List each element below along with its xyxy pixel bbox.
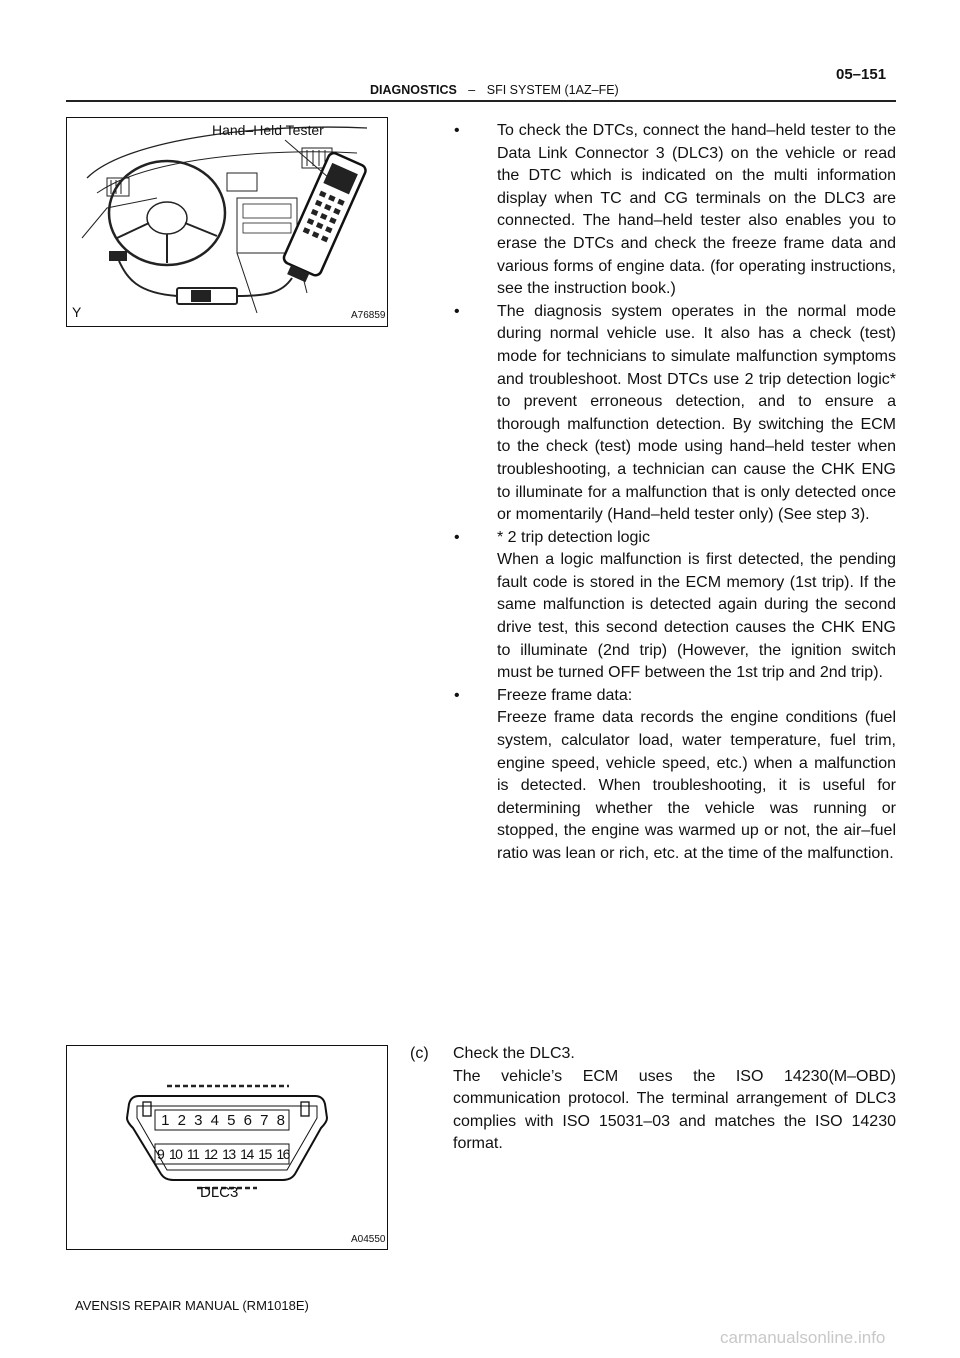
figure-code: A76859 [351,310,386,321]
figure-code: A04550 [351,1234,386,1245]
pin-label: 3 [194,1112,203,1129]
bullet-item [454,527,896,685]
pin-label: 2 [177,1112,186,1129]
pin-label: 1 [161,1112,170,1129]
step-label: (c) [410,1045,429,1062]
figure-dlc3-connector [66,1045,388,1250]
step-body [410,1043,896,1156]
figure-corner-mark: Y [72,304,82,320]
hand-held-tester-label: Hand–Held Tester [212,122,324,138]
footer-manual: AVENSIS REPAIR MANUAL (RM1018E) [75,1298,309,1313]
figure-hand-held-tester [66,117,388,327]
pin-label: 14 [240,1146,253,1162]
dlc3-label: DLC3 [200,1184,239,1201]
pin-label: 11 [186,1146,199,1162]
section-title-rest: SFI SYSTEM (1AZ–FE) [486,83,619,97]
page-number: 05–151 [836,66,887,83]
bullet-item [454,685,896,866]
step-title: Check the DLC3. [453,1045,575,1062]
pin-label: 15 [258,1146,271,1162]
pin-label: 8 [276,1112,285,1129]
header-rule [66,100,896,102]
bullet-item [454,120,896,301]
bullet-heading: • * 2 trip detection logic [497,528,650,546]
section-title-bold: DIAGNOSTICS [370,83,457,97]
watermark: carmanualsonline.info [720,1328,886,1347]
step-text: The vehicle’s ECM uses the ISO 14230(M–OBD) communication protocol. The terminal arrangement of DLC3 complies with ISO 15031–03 and matches the ISO 14230 format. [453,1067,896,1153]
step-c [410,1043,896,1156]
bullet-text: Freeze frame data records the engine conditions (fuel system, calculator load, water temperature, fuel trim, engine speed, vehicle speed, etc.) when a malfunction is detected. When troubleshooting, it is useful for determining whether the vehicle was running or stopped, the engine was warmed up or not, the air–fuel ratio was lean or rich, etc. at the time of the malfunction. [497,709,896,862]
dlc3-pins-bottom [157,1146,289,1162]
bullet-text: • The diagnosis system operates in the normal mode during normal vehicle use. It also has a check (test) mode for technicians to simulate malfunction symptoms and troubleshoot. Most DTCs use 2 trip detection logic* to prevent erroneous detection, and to ensure a thorough malfunction detection. By switching the ECM to the check (test) mode using hand–held tester when troubleshooting, a technician can cause the CHK ENG to illuminate for a malfunction that is only detected once or momentarily (Hand–held tester only) (See step 3). [497,302,896,524]
pin-label: 16 [276,1146,289,1162]
dlc3-pins-top [157,1112,289,1129]
section-title [370,83,619,97]
bullet-item [454,301,896,527]
bullet-text: • To check the DTCs, connect the hand–held tester to the Data Link Connector 3 (DLC3) on the vehicle or read the DTC which is indicated on the multi information display when TC and CG terminals on the DLC3 are connected. The hand–held tester also enables you to erase the DTCs and check the freeze frame data and various forms of engine data. (for operating instructions, see the instruction book.) [497,122,896,298]
pin-label: 12 [203,1146,217,1162]
section-title-separator: – [468,83,476,97]
pin-label: 7 [260,1112,269,1129]
bullet-list [454,120,896,866]
bullet-text: When a logic malfunction is first detected, the pending fault code is stored in the ECM memory (1st trip). If the same malfunction is detected again during the second drive test, this second detection causes the CHK ENG to illuminate (2nd trip) (However, the ignition switch must be turned OFF between the 1st trip and 2nd trip). [497,551,896,682]
bullet-heading: • Freeze frame data: [497,686,633,704]
pin-label: 13 [222,1146,235,1162]
pin-label: 10 [168,1146,182,1162]
pin-label: 9 [157,1146,164,1162]
pin-label: 4 [210,1112,219,1129]
dashboard-illustration [67,118,386,325]
pin-label: 5 [227,1112,236,1129]
pin-label: 6 [243,1112,252,1129]
